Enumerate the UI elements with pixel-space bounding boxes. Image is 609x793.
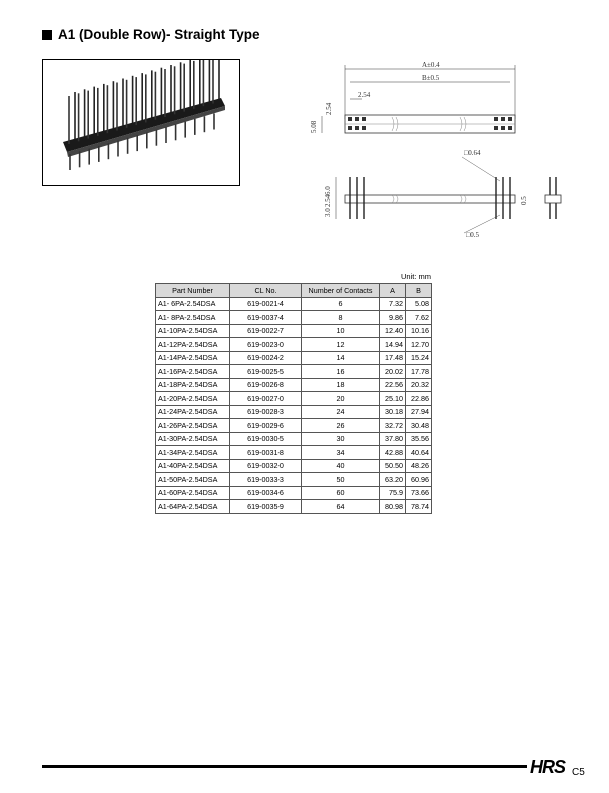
cell-contacts: 16 [302,365,380,379]
cell-part-number: A1- 6PA-2.54DSA [156,297,230,311]
dim-upper-length: 6.0 [324,186,332,195]
cell-b: 30.48 [406,419,432,433]
cell-a: 7.32 [380,297,406,311]
cell-b: 22.86 [406,392,432,406]
cell-cl-no: 619-0021-4 [230,297,302,311]
col-header-b: B [406,284,432,298]
cell-cl-no: 619-0033-3 [230,473,302,487]
cell-cl-no: 619-0037-4 [230,311,302,325]
cell-part-number: A1-64PA-2.54DSA [156,500,230,514]
table-row [156,324,432,338]
cell-contacts: 12 [302,338,380,352]
cell-part-number: A1- 8PA-2.54DSA [156,311,230,325]
header-body [63,98,225,152]
cell-b: 40.64 [406,446,432,460]
table-row [156,311,432,325]
cell-a: 17.48 [380,351,406,365]
cell-part-number: A1-50PA-2.54DSA [156,473,230,487]
table-row [156,459,432,473]
cell-contacts: 10 [302,324,380,338]
square-bullet-icon [42,30,52,40]
table-row [156,351,432,365]
cell-a: 63.20 [380,473,406,487]
cell-part-number: A1-40PA-2.54DSA [156,459,230,473]
section-title: A1 (Double Row)- Straight Type [58,27,260,42]
cell-part-number: A1-10PA-2.54DSA [156,324,230,338]
cell-contacts: 60 [302,486,380,500]
dim-pin-square-top: □0.64 [464,149,481,157]
side-view [545,177,561,219]
cell-contacts: 30 [302,432,380,446]
dim-row-height: 5.08 [310,120,318,133]
cell-a: 37.80 [380,432,406,446]
product-photo [42,59,240,186]
cell-cl-no: 619-0023-0 [230,338,302,352]
cell-part-number: A1-14PA-2.54DSA [156,351,230,365]
cell-b: 10.16 [406,324,432,338]
cell-b: 60.96 [406,473,432,487]
cell-contacts: 20 [302,392,380,406]
table-row [156,500,432,514]
cell-cl-no: 619-0028-3 [230,405,302,419]
col-header-cl-no: CL No. [230,284,302,298]
cell-b: 20.32 [406,378,432,392]
cell-a: 75.9 [380,486,406,500]
cell-b: 12.70 [406,338,432,352]
cell-cl-no: 619-0029-6 [230,419,302,433]
table-row [156,365,432,379]
cell-cl-no: 619-0034-6 [230,486,302,500]
cell-part-number: A1-20PA-2.54DSA [156,392,230,406]
table-row [156,338,432,352]
cell-cl-no: 619-0026-8 [230,378,302,392]
dim-pitch-left: 2.54 [325,102,333,115]
cell-part-number: A1-24PA-2.54DSA [156,405,230,419]
table-row [156,486,432,500]
table-row [156,432,432,446]
dim-lower-length: 3.0 [324,208,332,217]
cell-a: 30.18 [380,405,406,419]
cell-cl-no: 619-0035-9 [230,500,302,514]
cell-b: 78.74 [406,500,432,514]
cell-b: 48.26 [406,459,432,473]
cell-part-number: A1-34PA-2.54DSA [156,446,230,460]
front-view-body [345,195,515,203]
cell-b: 27.94 [406,405,432,419]
cell-cl-no: 619-0027-0 [230,392,302,406]
table-row [156,392,432,406]
cell-a: 22.56 [380,378,406,392]
cell-part-number: A1-12PA-2.54DSA [156,338,230,352]
cell-cl-no: 619-0022-7 [230,324,302,338]
cell-part-number: A1-26PA-2.54DSA [156,419,230,433]
cell-a: 12.40 [380,324,406,338]
section-heading [42,27,260,42]
cell-a: 9.86 [380,311,406,325]
dim-a-label: A±0.4 [422,61,440,69]
col-header-part-number: Part Number [156,284,230,298]
cell-b: 35.56 [406,432,432,446]
hrs-logo: HRS [530,757,566,777]
unit-label: Unit: mm [401,272,431,281]
cell-contacts: 26 [302,419,380,433]
dim-pin-square-bottom: □0.5 [466,231,479,239]
cell-contacts: 64 [302,500,380,514]
cell-a: 32.72 [380,419,406,433]
table-row [156,297,432,311]
page-number: C5 [572,767,585,778]
cell-a: 50.50 [380,459,406,473]
cell-cl-no: 619-0032-0 [230,459,302,473]
cell-contacts: 40 [302,459,380,473]
cell-a: 80.98 [380,500,406,514]
table-row [156,446,432,460]
cell-b: 5.08 [406,297,432,311]
cell-cl-no: 619-0031-8 [230,446,302,460]
dimension-drawing [300,57,590,247]
cell-contacts: 14 [302,351,380,365]
spec-table [155,283,432,514]
cell-b: 17.78 [406,365,432,379]
table-row [156,405,432,419]
col-header-contacts: Number of Contacts [302,284,380,298]
table-row [156,378,432,392]
footer-rule [42,765,527,768]
cell-a: 25.10 [380,392,406,406]
cell-contacts: 6 [302,297,380,311]
cell-part-number: A1-60PA-2.54DSA [156,486,230,500]
cell-a: 20.02 [380,365,406,379]
cell-cl-no: 619-0030-5 [230,432,302,446]
cell-b: 7.62 [406,311,432,325]
dim-b-label: B±0.5 [422,74,440,82]
dim-pitch-top: 2.54 [358,91,371,99]
pin-header-image [43,60,239,185]
cell-cl-no: 619-0024-2 [230,351,302,365]
cell-contacts: 50 [302,473,380,487]
dim-side: 0.5 [520,196,528,205]
cell-contacts: 34 [302,446,380,460]
cell-part-number: A1-30PA-2.54DSA [156,432,230,446]
dim-body-height: 2.54 [324,194,332,207]
cell-contacts: 24 [302,405,380,419]
cell-contacts: 18 [302,378,380,392]
cell-b: 73.66 [406,486,432,500]
cell-contacts: 8 [302,311,380,325]
cell-a: 14.94 [380,338,406,352]
cell-a: 42.88 [380,446,406,460]
table-row [156,473,432,487]
col-header-a: A [380,284,406,298]
table-row [156,419,432,433]
cell-part-number: A1-18PA-2.54DSA [156,378,230,392]
cell-part-number: A1-16PA-2.54DSA [156,365,230,379]
cell-b: 15.24 [406,351,432,365]
table-header-row [156,284,432,298]
cell-cl-no: 619-0025-5 [230,365,302,379]
